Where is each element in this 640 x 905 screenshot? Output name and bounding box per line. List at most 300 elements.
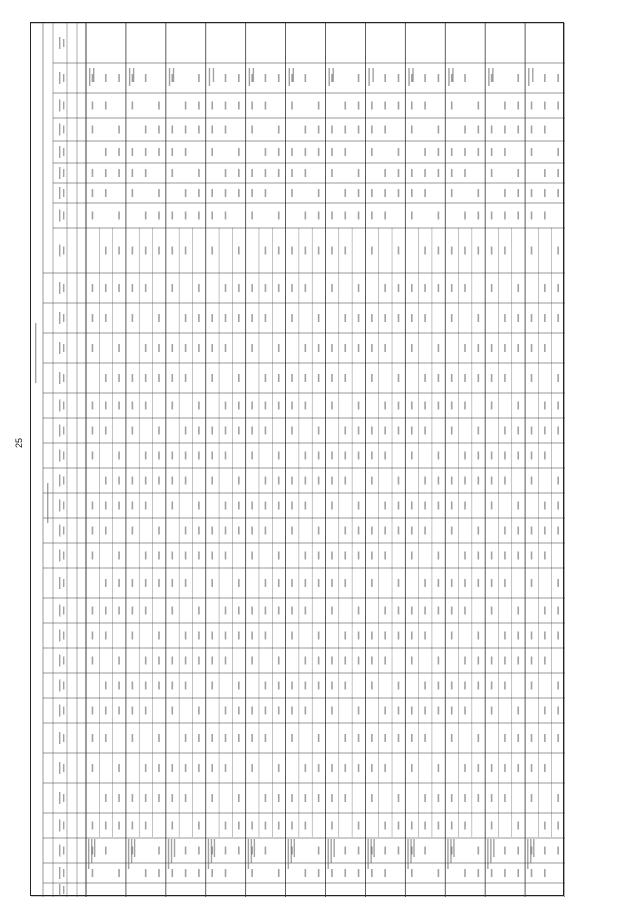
cell-value-mark <box>118 126 120 134</box>
cell-value-mark <box>198 657 200 665</box>
group-header-mark <box>253 68 254 82</box>
cell-value-mark <box>384 102 386 110</box>
cell-value-mark <box>384 869 386 877</box>
row-description-mark <box>527 839 528 869</box>
group-header-mark <box>448 68 449 86</box>
cell-value-mark <box>278 682 280 690</box>
cell-value-mark <box>358 212 360 220</box>
cell-value-mark <box>251 452 253 460</box>
cell-value-mark <box>291 427 293 435</box>
row-description-mark <box>334 839 335 857</box>
column-title-mark <box>59 100 60 112</box>
cell-value-mark <box>411 212 413 220</box>
cell-value-mark <box>398 102 400 110</box>
cell-value-mark <box>291 284 293 292</box>
cell-value-mark <box>451 632 453 640</box>
cell-value-mark <box>544 74 546 82</box>
cell-value-mark <box>358 102 360 110</box>
cell-value-mark <box>424 169 426 177</box>
cell-value-mark <box>105 148 107 156</box>
cell-value-mark <box>331 247 333 255</box>
cell-value-mark <box>557 402 559 410</box>
cell-value-mark <box>331 477 333 485</box>
cell-value-mark <box>544 527 546 535</box>
cell-value-mark <box>251 212 253 220</box>
cell-value-mark <box>225 869 227 877</box>
cell-value-mark <box>491 477 493 485</box>
cell-value-mark <box>118 284 120 292</box>
cell-value-mark <box>318 126 320 134</box>
cell-value-mark <box>171 247 173 255</box>
cell-value-mark <box>211 477 213 485</box>
cell-value-mark <box>384 189 386 197</box>
cell-value-mark <box>238 74 240 82</box>
cell-value-mark <box>411 284 413 292</box>
cell-value-mark <box>171 552 173 560</box>
row-description-mark <box>288 839 289 869</box>
cell-value-mark <box>105 74 107 82</box>
cell-value-mark <box>158 314 160 322</box>
cell-value-mark <box>105 682 107 690</box>
cell-value-mark <box>118 148 120 156</box>
cell-value-mark <box>278 579 280 587</box>
row-description-mark <box>413 839 414 857</box>
cell-value-mark <box>358 169 360 177</box>
cell-value-mark <box>198 212 200 220</box>
cell-value-mark <box>92 822 94 830</box>
cell-value-mark <box>531 477 533 485</box>
cell-value-mark <box>544 707 546 715</box>
cell-value-mark <box>278 552 280 560</box>
cell-value-mark <box>92 707 94 715</box>
cell-value-mark <box>517 314 519 322</box>
cell-value-mark <box>265 247 267 255</box>
cell-value-mark <box>211 657 213 665</box>
cell-value-mark <box>398 632 400 640</box>
cell-value-mark <box>491 402 493 410</box>
row-description-mark <box>410 839 411 863</box>
cell-value-mark <box>451 682 453 690</box>
cell-value-mark <box>278 607 280 615</box>
column-title-mark <box>59 372 60 384</box>
cell-value-mark <box>145 74 147 82</box>
cell-value-mark <box>358 734 360 742</box>
cell-value-mark <box>557 707 559 715</box>
cell-value-mark <box>145 247 147 255</box>
cell-value-mark <box>278 74 280 82</box>
column-title-mark <box>59 792 60 804</box>
cell-value-mark <box>278 212 280 220</box>
cell-value-mark <box>438 764 440 772</box>
cell-value-mark <box>344 682 346 690</box>
column-title-mark <box>59 820 60 832</box>
cell-value-mark <box>344 657 346 665</box>
cell-value-mark <box>491 657 493 665</box>
cell-value-mark <box>358 707 360 715</box>
cell-value-mark <box>291 477 293 485</box>
cell-value-mark <box>158 764 160 772</box>
cell-value-mark <box>171 284 173 292</box>
cell-value-mark <box>451 148 453 156</box>
cell-value-mark <box>331 607 333 615</box>
cell-value-mark <box>424 847 426 855</box>
cell-value-mark <box>92 169 94 177</box>
cell-value-mark <box>265 314 267 322</box>
column-title-mark <box>63 607 64 615</box>
row-description-mark <box>131 839 132 863</box>
cell-value-mark <box>411 427 413 435</box>
cell-value-mark <box>198 314 200 322</box>
cell-value-mark <box>504 148 506 156</box>
cell-value-mark <box>464 869 466 877</box>
cell-value-mark <box>238 527 240 535</box>
cell-value-mark <box>344 579 346 587</box>
cell-value-mark <box>118 374 120 382</box>
cell-value-mark <box>344 452 346 460</box>
cell-value-mark <box>557 74 559 82</box>
row-description-mark <box>493 839 494 857</box>
cell-value-mark <box>438 374 440 382</box>
cell-value-mark <box>464 284 466 292</box>
column-title-mark <box>59 342 60 354</box>
cell-value-mark <box>105 822 107 830</box>
cell-value-mark <box>171 657 173 665</box>
cell-value-mark <box>398 169 400 177</box>
cell-value-mark <box>238 707 240 715</box>
cell-value-mark <box>92 502 94 510</box>
row-description-mark <box>487 839 488 869</box>
cell-value-mark <box>265 607 267 615</box>
cell-value-mark <box>478 682 480 690</box>
cell-value-mark <box>331 452 333 460</box>
column-title-mark <box>59 762 60 774</box>
cell-value-mark <box>291 148 293 156</box>
cell-value-mark <box>211 189 213 197</box>
cell-value-mark <box>198 552 200 560</box>
cell-value-mark <box>305 247 307 255</box>
cell-value-mark <box>251 402 253 410</box>
cell-value-mark <box>384 126 386 134</box>
cell-value-mark <box>424 579 426 587</box>
cell-value-mark <box>171 869 173 877</box>
row-description-mark <box>407 839 408 869</box>
cell-value-mark <box>105 607 107 615</box>
cell-value-mark <box>291 314 293 322</box>
cell-value-mark <box>92 734 94 742</box>
cell-value-mark <box>132 189 134 197</box>
column-title-mark <box>59 475 60 487</box>
cell-value-mark <box>318 344 320 352</box>
cell-value-mark <box>504 632 506 640</box>
cell-value-mark <box>424 707 426 715</box>
cell-value-mark <box>517 869 519 877</box>
cell-value-mark <box>318 552 320 560</box>
cell-value-mark <box>371 764 373 772</box>
cell-value-mark <box>291 189 293 197</box>
cell-value-mark <box>464 126 466 134</box>
cell-value-mark <box>118 74 120 82</box>
cell-value-mark <box>305 682 307 690</box>
cell-value-mark <box>478 452 480 460</box>
cell-value-mark <box>145 402 147 410</box>
cell-value-mark <box>265 102 267 110</box>
cell-value-mark <box>504 764 506 772</box>
cell-value-mark <box>278 707 280 715</box>
cell-value-mark <box>132 502 134 510</box>
cell-value-mark <box>305 477 307 485</box>
column-title-mark <box>63 247 64 255</box>
cell-value-mark <box>344 126 346 134</box>
cell-value-mark <box>557 607 559 615</box>
cell-value-mark <box>158 212 160 220</box>
cell-value-mark <box>398 607 400 615</box>
cell-value-mark <box>118 657 120 665</box>
cell-value-mark <box>531 682 533 690</box>
cell-value-mark <box>211 148 213 156</box>
cell-value-mark <box>331 284 333 292</box>
group-header-mark <box>488 68 489 86</box>
column-title-mark <box>63 707 64 715</box>
cell-value-mark <box>92 764 94 772</box>
cell-value-mark <box>358 189 360 197</box>
cell-value-mark <box>451 579 453 587</box>
group-header-mark <box>452 68 453 82</box>
cell-value-mark <box>358 427 360 435</box>
cell-value-mark <box>344 374 346 382</box>
cell-value-mark <box>132 374 134 382</box>
cell-value-mark <box>411 607 413 615</box>
row-description-mark <box>490 839 491 863</box>
cell-value-mark <box>305 502 307 510</box>
column-title-mark <box>59 167 60 179</box>
cell-value-mark <box>398 822 400 830</box>
cell-value-mark <box>451 402 453 410</box>
cell-value-mark <box>92 427 94 435</box>
cell-value-mark <box>464 579 466 587</box>
cell-value-mark <box>132 607 134 615</box>
cell-value-mark <box>92 607 94 615</box>
cell-value-mark <box>424 734 426 742</box>
column-title-mark <box>59 146 60 158</box>
cell-value-mark <box>451 247 453 255</box>
column-title-mark <box>59 72 60 84</box>
cell-value-mark <box>371 212 373 220</box>
rotated-table-sheet <box>30 22 564 896</box>
column-title-mark <box>63 552 64 560</box>
column-title-mark <box>63 502 64 510</box>
cell-value-mark <box>371 148 373 156</box>
cell-value-mark <box>145 707 147 715</box>
cell-value-mark <box>344 632 346 640</box>
row-description-mark <box>328 839 329 869</box>
cell-value-mark <box>557 734 559 742</box>
group-header-mark <box>408 68 409 86</box>
cell-value-mark <box>531 869 533 877</box>
cell-value-mark <box>305 344 307 352</box>
group-header-mark <box>93 68 94 82</box>
cell-value-mark <box>411 822 413 830</box>
cell-value-mark <box>291 734 293 742</box>
cell-value-mark <box>185 427 187 435</box>
cell-value-mark <box>278 869 280 877</box>
cell-value-mark <box>145 344 147 352</box>
cell-value-mark <box>451 794 453 802</box>
cell-value-mark <box>464 148 466 156</box>
cell-value-mark <box>451 734 453 742</box>
cell-value-mark <box>371 427 373 435</box>
row-description-mark <box>291 839 292 863</box>
cell-value-mark <box>198 822 200 830</box>
cell-value-mark <box>158 552 160 560</box>
cell-value-mark <box>185 452 187 460</box>
cell-value-mark <box>238 247 240 255</box>
cell-value-mark <box>517 764 519 772</box>
cell-value-mark <box>185 632 187 640</box>
cell-value-mark <box>171 126 173 134</box>
cell-value-mark <box>118 344 120 352</box>
cell-value-mark <box>145 579 147 587</box>
cell-value-mark <box>491 169 493 177</box>
cell-value-mark <box>438 869 440 877</box>
group-header-mark <box>492 68 493 82</box>
cell-value-mark <box>384 502 386 510</box>
row-description-mark <box>214 839 215 857</box>
cell-value-mark <box>398 794 400 802</box>
cell-value-mark <box>132 707 134 715</box>
cell-value-mark <box>464 502 466 510</box>
cell-value-mark <box>424 607 426 615</box>
cell-value-mark <box>331 682 333 690</box>
group-header-mark <box>249 68 250 86</box>
header-title-mark <box>35 323 36 383</box>
cell-value-mark <box>265 374 267 382</box>
cell-value-mark <box>305 284 307 292</box>
cell-value-mark <box>358 126 360 134</box>
cell-value-mark <box>438 552 440 560</box>
cell-value-mark <box>544 402 546 410</box>
cell-value-mark <box>118 822 120 830</box>
cell-value-mark <box>358 527 360 535</box>
cell-value-mark <box>251 126 253 134</box>
cell-value-mark <box>305 707 307 715</box>
cell-value-mark <box>132 169 134 177</box>
cell-value-mark <box>198 452 200 460</box>
cell-value-mark <box>118 552 120 560</box>
cell-value-mark <box>105 169 107 177</box>
cell-value-mark <box>438 212 440 220</box>
cell-value-mark <box>318 794 320 802</box>
cell-value-mark <box>118 477 120 485</box>
cell-value-mark <box>371 579 373 587</box>
cell-value-mark <box>344 477 346 485</box>
cell-value-mark <box>491 607 493 615</box>
cell-value-mark <box>451 477 453 485</box>
cell-value-mark <box>557 579 559 587</box>
cell-value-mark <box>278 148 280 156</box>
row-description-mark <box>370 839 371 863</box>
cell-value-mark <box>517 502 519 510</box>
cell-value-mark <box>211 682 213 690</box>
cell-value-mark <box>544 284 546 292</box>
cell-value-mark <box>491 707 493 715</box>
column-title-mark <box>63 39 64 47</box>
cell-value-mark <box>132 477 134 485</box>
cell-value-mark <box>491 822 493 830</box>
cell-value-mark <box>278 657 280 665</box>
cell-value-mark <box>158 682 160 690</box>
row-description-mark <box>254 839 255 857</box>
cell-value-mark <box>384 452 386 460</box>
cell-value-mark <box>344 552 346 560</box>
cell-value-mark <box>531 102 533 110</box>
cell-value-mark <box>251 284 253 292</box>
cell-value-mark <box>478 632 480 640</box>
cell-value-mark <box>464 344 466 352</box>
cell-value-mark <box>517 734 519 742</box>
cell-value-mark <box>171 794 173 802</box>
cell-value-mark <box>411 126 413 134</box>
cell-value-mark <box>398 148 400 156</box>
cell-value-mark <box>398 527 400 535</box>
cell-value-mark <box>238 847 240 855</box>
column-title-mark <box>63 886 64 894</box>
cell-value-mark <box>517 284 519 292</box>
cell-value-mark <box>305 126 307 134</box>
cell-value-mark <box>158 734 160 742</box>
cell-value-mark <box>158 427 160 435</box>
cell-value-mark <box>531 552 533 560</box>
cell-value-mark <box>105 247 107 255</box>
column-title-mark <box>63 344 64 352</box>
cell-value-mark <box>305 764 307 772</box>
cell-value-mark <box>225 402 227 410</box>
cell-value-mark <box>371 632 373 640</box>
cell-value-mark <box>504 212 506 220</box>
cell-value-mark <box>464 169 466 177</box>
cell-value-mark <box>451 169 453 177</box>
cell-value-mark <box>185 869 187 877</box>
cell-value-mark <box>478 314 480 322</box>
cell-value-mark <box>105 707 107 715</box>
cell-value-mark <box>265 148 267 156</box>
cell-value-mark <box>185 657 187 665</box>
cell-value-mark <box>105 102 107 110</box>
cell-value-mark <box>92 284 94 292</box>
cell-value-mark <box>398 579 400 587</box>
cell-value-mark <box>531 794 533 802</box>
cell-value-mark <box>92 126 94 134</box>
cell-value-mark <box>265 682 267 690</box>
column-title-mark <box>59 630 60 642</box>
cell-value-mark <box>517 126 519 134</box>
cell-value-mark <box>557 682 559 690</box>
cell-value-mark <box>132 632 134 640</box>
cell-value-mark <box>158 527 160 535</box>
cell-value-mark <box>145 682 147 690</box>
cell-value-mark <box>531 247 533 255</box>
cell-value-mark <box>225 734 227 742</box>
cell-value-mark <box>504 344 506 352</box>
page-number: 25 <box>14 437 24 448</box>
column-title-mark <box>63 314 64 322</box>
cell-value-mark <box>344 344 346 352</box>
cell-value-mark <box>398 247 400 255</box>
cell-value-mark <box>305 794 307 802</box>
column-title-mark <box>63 682 64 690</box>
cell-value-mark <box>238 374 240 382</box>
cell-value-mark <box>198 102 200 110</box>
cell-value-mark <box>291 794 293 802</box>
